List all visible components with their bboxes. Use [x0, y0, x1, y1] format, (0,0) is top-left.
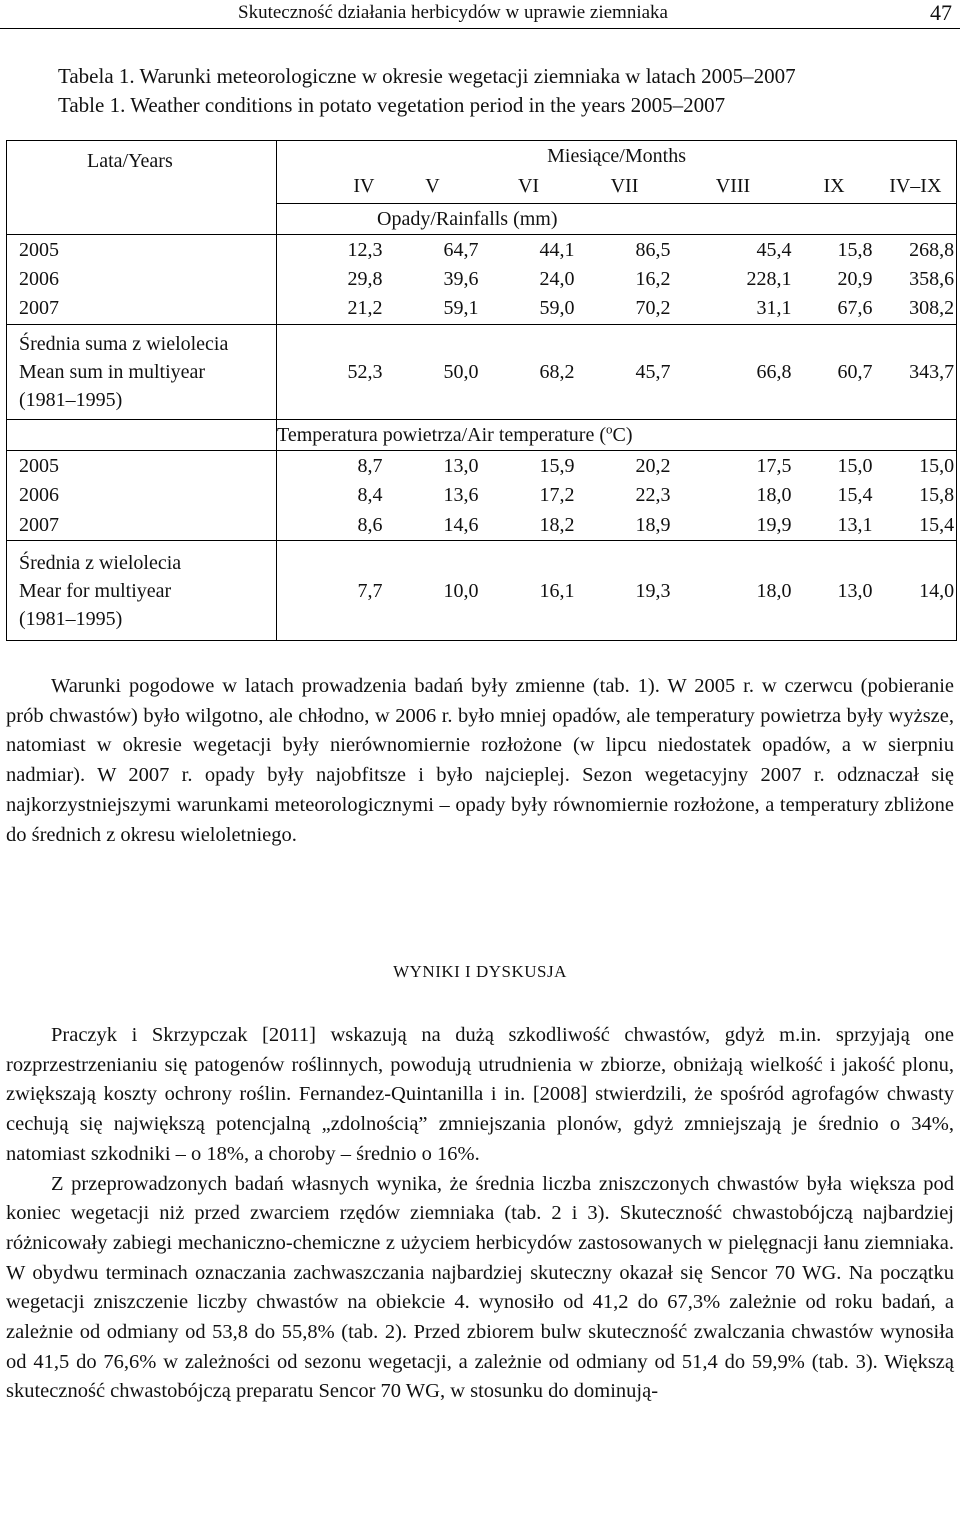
- table-cell: 66,8: [673, 324, 794, 420]
- empty-cell: [7, 420, 277, 451]
- month-header: VIII: [715, 175, 751, 198]
- temperature-header-text: Temperatura powietrza/Air temperature (: [277, 424, 606, 447]
- table-cell: 13,0: [385, 451, 481, 481]
- table-cell: 15,4: [919, 513, 955, 536]
- table-cell: 29,8: [277, 264, 385, 293]
- table-cell: 16,2: [635, 267, 671, 290]
- paragraph: Warunki pogodowe w latach prowadzenia badań były zmienne (tab. 1). W 2005 r. w czerwcu (pobieranie prób chwastów) było wilgotno, ale chłodno, w 2006 r. było mniej opadów, ale temperatury powietrza były wyższe, natomiast w okresie wegetacji były nierównomiernie rozłożone (w lipcu niedostatek opadów, a w sierpniu nadmiar). W 2007 r. opady były najobfitsze i było najcieplej. Sezon wegetacyjny 2007 r. odznaczał się najkorzystniejszymi warunkami meteorologicznymi – opady były równomiernie rozłożone, a temperatury zbliżone do średnich z okresu wieloletniego.: [6, 675, 954, 846]
- table-cell: 7,7: [277, 541, 385, 641]
- table-cell: 70,2: [635, 297, 671, 320]
- table-cell: 17,2: [539, 484, 575, 507]
- temperature-header-unit: C): [612, 424, 633, 447]
- table-caption-pl: Tabela 1. Warunki meteorologiczne w okresie wegetacji ziemniaka w latach 2005–2007: [58, 64, 796, 88]
- table-cell: 15,4: [837, 484, 873, 507]
- month-header: VII: [610, 175, 639, 198]
- table-cell: 44,1: [481, 234, 577, 264]
- table-cell: 45,4: [673, 234, 794, 264]
- month-header: IV: [277, 170, 385, 203]
- table-caption-en: Table 1. Weather conditions in potato vegetation period in the years 2005–2007: [58, 93, 726, 117]
- running-head: [0, 0, 960, 29]
- year-label: 2007: [19, 513, 59, 536]
- temperature-header: [277, 420, 957, 451]
- table-cell: 8,6: [277, 510, 385, 541]
- year-label: 2005: [7, 234, 277, 264]
- years-header: Lata/Years: [87, 150, 173, 172]
- table-cell: 13,6: [443, 484, 479, 507]
- table-cell: 45,7: [577, 324, 673, 420]
- paragraph: Z przeprowadzonych badań własnych wynika, że średnia liczba zniszczonych chwastów była większa pod koniec wegetacji niż przed zwarciem rzędów ziemniaka (tab. 2 i 3). Skuteczność chwastobójczą najbardziej różnicowały zabiegi mechaniczno-chemiczne z użyciem herbicydów zastosowanych w pielęgnacji łanu ziemniaka. W obydwu terminach oznaczania zachwaszczania najbardziej skuteczny okazał się Sencor 70 WG. Na początku wegetacji zniszczenie liczby chwastów na obiekcie 4. wynosiło od 41,2 do 67,3% zależnie od roku badań, a zależnie od odmiany od 53,8 do 55,8% (tab. 2). Przed zbiorem bulw skuteczność zwalczania chwastów wynosiła od 41,5 do 76,6% w zależności od sezonu wegetacji, a zależnie od odmiany od 51,4 do 59,9% (tab. 3). Większą skuteczność chwastobójczą preparatu Sencor 70 WG, w stosunku do dominują-: [6, 1172, 954, 1403]
- page-number: 47: [930, 0, 952, 25]
- year-label: 2006: [19, 267, 59, 290]
- rainfall-header: Opady/Rainfalls (mm): [277, 203, 957, 234]
- table-cell: 308,2: [909, 297, 955, 320]
- table-cell: 22,3: [635, 484, 671, 507]
- table-cell: 8,4: [277, 481, 385, 510]
- table-cell: 15,0: [875, 451, 957, 481]
- degree-sup: o: [605, 421, 613, 437]
- table-cell: 19,9: [756, 513, 792, 536]
- section-title: WYNIKI I DYSKUSJA: [393, 962, 567, 981]
- temperature-mean-label: [7, 541, 277, 641]
- label-line: Średnia z wielolecia: [19, 551, 182, 574]
- results-text: [6, 1021, 954, 1407]
- table-cell: 18,9: [635, 513, 671, 536]
- table-cell: 20,9: [837, 267, 873, 290]
- label-line: Mean sum in multiyear: [19, 361, 206, 384]
- table-cell: 18,0: [673, 541, 794, 641]
- year-label: 2005: [7, 451, 277, 481]
- months-header: Miesiące/Months: [277, 141, 957, 171]
- table-cell: 86,5: [577, 234, 673, 264]
- table-cell: 228,1: [746, 267, 792, 290]
- weather-table: [6, 140, 957, 641]
- table-cell: 20,2: [577, 451, 673, 481]
- table-cell: 18,0: [756, 484, 792, 507]
- table-cell: 14,6: [443, 513, 479, 536]
- table-cell: 60,7: [794, 324, 875, 420]
- table-cell: 15,0: [794, 451, 875, 481]
- paragraph-weather: [6, 672, 954, 850]
- table-cell: 343,7: [875, 324, 957, 420]
- table-cell: 52,3: [277, 324, 385, 420]
- year-label: 2006: [19, 484, 59, 507]
- table-cell: 67,6: [837, 297, 873, 320]
- month-header: VI: [517, 175, 540, 198]
- table-cell: 13,1: [837, 513, 873, 536]
- table-cell: 50,0: [385, 324, 481, 420]
- month-header: V: [425, 175, 440, 198]
- table-cell: 18,2: [539, 513, 575, 536]
- label-line: (1981–1995): [19, 389, 123, 412]
- label-line: (1981–1995): [19, 607, 123, 630]
- table-cell: 15,9: [481, 451, 577, 481]
- table-cell: 16,1: [481, 541, 577, 641]
- table-cell: 21,2: [277, 293, 385, 324]
- table-cell: 59,0: [539, 297, 575, 320]
- table-cell: 39,6: [443, 267, 479, 290]
- table-cell: 31,1: [756, 297, 792, 320]
- rainfall-mean-label: [7, 324, 277, 420]
- table-cell: 14,0: [875, 541, 957, 641]
- paragraph: Praczyk i Skrzypczak [2011] wskazują na dużą szkodliwość chwastów, gdyż m.in. sprzyjają one rozprzestrzenianiu się patogenów roślinnych, powodują utrudnienia w zbiorze, obniżają wielkość i jakość plonu, zwiększają koszty ochrony roślin. Fernandez-Quintanilla i in. [2008] stwierdzili, że spośród agrofagów chwasty cechują się największą potencjalną „zdolnością” zmniejszania plonów, gdyż zmniejszają je średnio o 34%, natomiast szkodniki – o 18%, a choroby – średnio o 16%.: [6, 1024, 954, 1165]
- table-cell: 68,2: [481, 324, 577, 420]
- table-cell: 8,7: [277, 451, 385, 481]
- label-line: Średnia suma z wielolecia: [19, 333, 229, 356]
- table-cell: 15,8: [794, 234, 875, 264]
- table-cell: 24,0: [539, 267, 575, 290]
- table-cell: 59,1: [443, 297, 479, 320]
- running-title: Skuteczność działania herbicydów w uprawie ziemniaka: [238, 2, 668, 23]
- table-cell: 268,8: [875, 234, 957, 264]
- table-cell: 64,7: [385, 234, 481, 264]
- table-cell: 13,0: [794, 541, 875, 641]
- label-line: Mear for multiyear: [19, 579, 172, 602]
- table-cell: 19,3: [577, 541, 673, 641]
- month-header: IV–IX: [889, 175, 942, 198]
- table-cell: 10,0: [385, 541, 481, 641]
- table-cell: 17,5: [673, 451, 794, 481]
- table-cell: 12,3: [277, 234, 385, 264]
- month-header: IX: [823, 175, 845, 198]
- table-cell: 358,6: [909, 267, 955, 290]
- table-cell: 15,8: [919, 484, 955, 507]
- year-label: 2007: [19, 297, 59, 320]
